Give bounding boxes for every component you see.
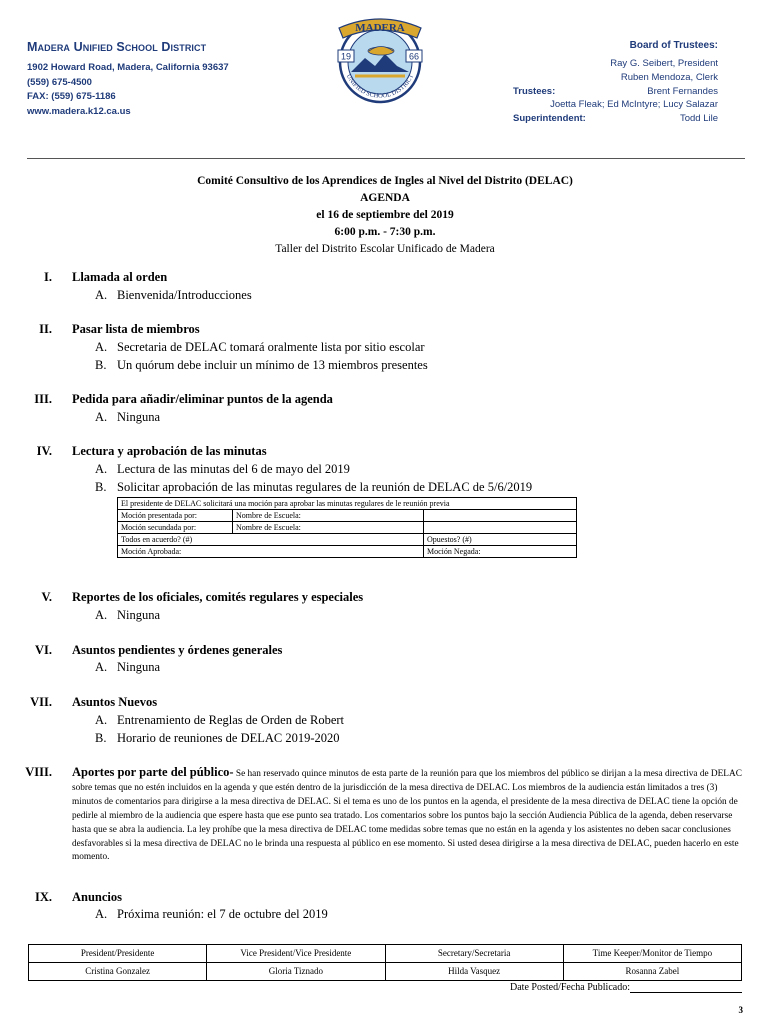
public-comment-text: Se han reservado quince minutos de esta parte de la reunión para que los miembros del público se dirijan a la mesa directiva de DELAC sobre temas que no estén incluidos en la agenda y que estén dentro de la jurisdicción de la mesa directiva de DELAC. Los miembros de la audiencia están limitados a tres (3) minutos de comentarios para dirigirse a la mesa directiva de DELAC. Si el tema es uno de los puntos en la agenda, el presidente de la mesa directiva de DELAC tiene la opción de pedirle al miembro de la audiencia que espere hasta que ese punto sea tratado. Los comentarios sobre los puntos bajo la sección Audiencia Pública de la agenda, deben reservarse hasta que se abra la audiencia. La ley prohíbe que la mesa directiva de DELAC tome medidas sobre temas que no están en la agenda y los asistentes no deben sacar conclusiones desfavorables si la mesa directiva de DELAC no le brinda una respuesta al público en ese momento. Si usted desea dirigirse a la mesa directiva de DELAC, pueden hacerlo en este momento. xyxy=(72,769,742,863)
seal-year-right: 66 xyxy=(408,51,420,62)
sub-item xyxy=(95,608,160,623)
sub-item-letter: A. xyxy=(95,288,108,302)
item-heading: Asuntos pendientes y órdenes generales xyxy=(72,643,283,657)
trustees-line-2: Joetta Fleak; Ed McIntyre; Lucy Salazar xyxy=(550,99,718,111)
sub-item-text: Un quórum debe incluir un mínimo de 13 miembros presentes xyxy=(117,358,428,372)
officers-titles-row xyxy=(29,945,742,963)
motion-seconded-label: Moción secundada por: xyxy=(118,522,233,534)
sub-item-text: Bienvenida/Introducciones xyxy=(117,288,252,302)
sub-item xyxy=(95,288,252,303)
item-number: V. xyxy=(41,590,52,604)
sub-item-text: Horario de reuniones de DELAC 2019-2020 xyxy=(117,731,340,745)
meeting-location: Taller del Distrito Escolar Unificado de Madera xyxy=(275,243,495,255)
page-number: 3 xyxy=(738,1005,743,1015)
item-number: IV. xyxy=(36,444,52,458)
sub-item-text: Próxima reunión: el 7 de octubre del 2019 xyxy=(117,907,328,921)
school-name-field[interactable] xyxy=(424,522,577,534)
sub-item xyxy=(95,713,344,728)
officer-title: Secretary/Secretaria xyxy=(385,945,563,963)
sub-item-letter: B. xyxy=(95,480,107,494)
meeting-time: 6:00 p.m. - 7:30 p.m. xyxy=(334,226,436,238)
sub-item-text: Ninguna xyxy=(117,660,161,674)
public-comment-paragraph xyxy=(72,766,744,865)
item-heading: Anuncios xyxy=(72,890,123,904)
officer-name: Rosanna Zabel xyxy=(563,963,741,981)
sub-item-letter: A. xyxy=(95,608,108,622)
board-president: Ray G. Seibert, President xyxy=(610,58,718,69)
district-name: Madera Unified School District xyxy=(27,40,207,54)
school-name-label: Nombre de Escuela: xyxy=(233,510,424,522)
motion-approval-table xyxy=(117,497,577,558)
item-heading: Pasar lista de miembros xyxy=(72,322,200,336)
board-of-trustees xyxy=(418,40,718,126)
sub-item-text: Ninguna xyxy=(117,608,161,622)
item-heading: Aportes por parte del público- xyxy=(72,765,234,779)
school-name-label: Nombre de Escuela: xyxy=(233,522,424,534)
officers-table xyxy=(28,944,742,981)
sub-item-text: Solicitar aprobación de las minutas regulares de la reunión de DELAC de 5/6/2019 xyxy=(117,480,533,494)
item-number: III. xyxy=(34,392,52,406)
item-number: II. xyxy=(39,322,52,336)
sub-item xyxy=(95,907,328,922)
date-posted-label: Date Posted/Fecha Publicado: xyxy=(510,982,630,993)
item-heading: Pedida para añadir/eliminar puntos de la agenda xyxy=(72,392,333,406)
motion-approved-label: Moción Aprobada: xyxy=(118,546,424,558)
superintendent-label: Superintendent: xyxy=(513,113,586,125)
in-favor-label: Todos en acuerdo? (#) xyxy=(118,534,424,546)
officer-name: Cristina Gonzalez xyxy=(29,963,207,981)
sub-item xyxy=(95,358,428,373)
agenda-label: AGENDA xyxy=(360,192,410,204)
opposed-label: Opuestos? (#) xyxy=(424,534,577,546)
item-heading: Lectura y aprobación de las minutas xyxy=(72,444,267,458)
meeting-date: el 16 de septiembre del 2019 xyxy=(316,209,454,221)
board-clerk: Ruben Mendoza, Clerk xyxy=(620,71,718,83)
agenda-title-block xyxy=(0,173,770,258)
header-divider xyxy=(27,158,745,159)
sub-item-letter: B. xyxy=(95,358,107,372)
item-number: I. xyxy=(44,270,52,284)
officers-names-row xyxy=(29,963,742,981)
sub-item xyxy=(95,660,160,675)
date-posted xyxy=(510,982,742,993)
officer-name: Gloria Tiznado xyxy=(207,963,385,981)
sub-item xyxy=(95,340,425,355)
sub-item-text: Ninguna xyxy=(117,410,161,424)
committee-title: Comité Consultivo de los Aprendices de Ingles al Nivel del Distrito (DELAC) xyxy=(197,175,573,187)
date-posted-line xyxy=(630,983,742,993)
seal-ring-text: UNIFIED SCHOOL DISTRICT xyxy=(344,73,416,100)
item-number: IX. xyxy=(34,890,52,904)
district-web: www.madera.k12.ca.us xyxy=(27,105,131,117)
officer-name: Hilda Vasquez xyxy=(385,963,563,981)
trustees-label: Trustees: xyxy=(513,85,556,97)
district-info xyxy=(27,40,327,119)
motion-denied-label: Moción Negada: xyxy=(424,546,577,558)
sub-item-letter: A. xyxy=(95,462,108,476)
item-number: VII. xyxy=(30,695,52,709)
sub-item-letter: A. xyxy=(95,340,108,354)
sub-item xyxy=(95,480,532,495)
sub-item xyxy=(95,731,340,746)
motion-intro: El presidente de DELAC solicitará una moción para aprobar las minutas regulares de le reunión previa xyxy=(118,498,577,510)
sub-item-letter: B. xyxy=(95,731,107,745)
sub-item-text: Entrenamiento de Reglas de Orden de Robert xyxy=(117,713,345,727)
officer-title: Time Keeper/Monitor de Tiempo xyxy=(563,945,741,963)
board-heading: Board of Trustees: xyxy=(629,40,718,51)
sub-item-letter: A. xyxy=(95,660,108,674)
sub-item-letter: A. xyxy=(95,410,108,424)
trustees-line-1: Brent Fernandes xyxy=(647,85,718,97)
school-name-field[interactable] xyxy=(424,510,577,522)
item-number: VIII. xyxy=(25,765,52,779)
sub-item xyxy=(95,410,160,425)
item-heading: Reportes de los oficiales, comités regulares y especiales xyxy=(72,590,364,604)
sub-item-letter: A. xyxy=(95,907,108,921)
district-address: 1902 Howard Road, Madera, California 93637 xyxy=(27,62,229,73)
district-phone: (559) 675-4500 xyxy=(27,76,92,88)
item-heading: Asuntos Nuevos xyxy=(72,695,158,709)
officer-title: Vice President/Vice Presidente xyxy=(207,945,385,963)
officer-title: President/Presidente xyxy=(29,945,207,963)
motion-presented-label: Moción presentada por: xyxy=(118,510,233,522)
district-fax: FAX: (559) 675-1186 xyxy=(27,91,116,102)
sub-item-text: Secretaria de DELAC tomará oralmente lista por sitio escolar xyxy=(117,340,425,354)
sub-item-text: Lectura de las minutas del 6 de mayo del 2019 xyxy=(117,462,350,476)
seal-banner-text: MADERA xyxy=(355,22,405,34)
superintendent-name: Todd Lile xyxy=(679,113,718,125)
seal-year-left: 19 xyxy=(340,51,352,62)
sub-item xyxy=(95,462,350,477)
item-heading: Llamada al orden xyxy=(72,270,168,284)
sub-item-letter: A. xyxy=(95,713,108,727)
item-number: VI. xyxy=(34,643,52,657)
